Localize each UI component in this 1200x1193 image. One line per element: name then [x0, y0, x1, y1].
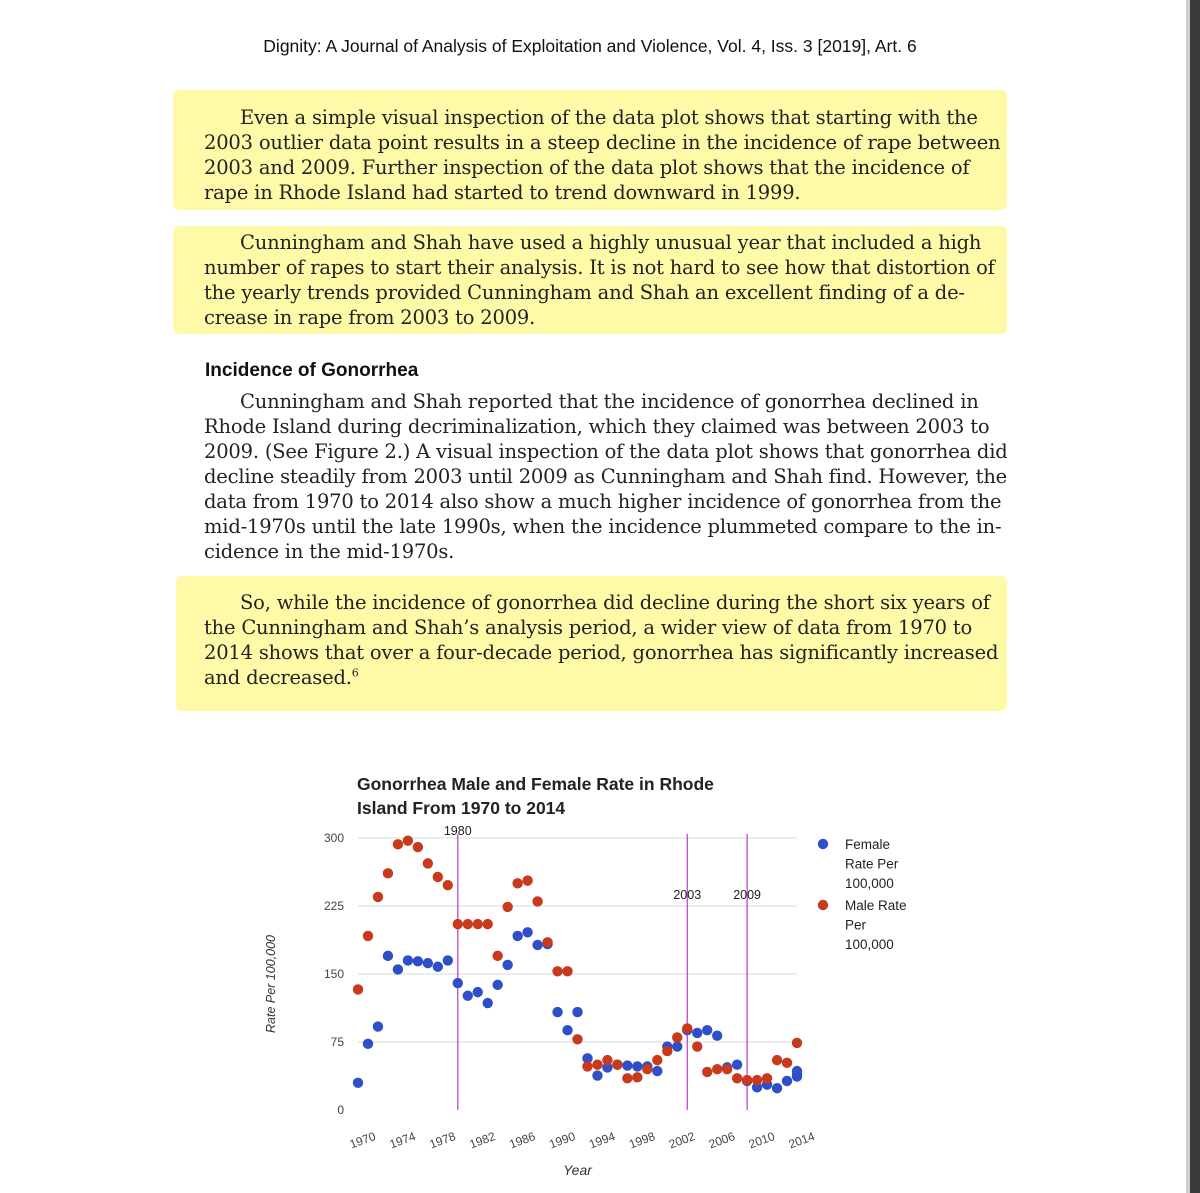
x-tick-label: 1978: [427, 1129, 458, 1152]
x-tick-label: 1982: [467, 1129, 498, 1152]
male-data-point: [752, 1075, 762, 1085]
chart-title: Island From 1970 to 2014: [357, 798, 566, 818]
x-tick-label: 2002: [666, 1129, 697, 1152]
male-data-point: [732, 1073, 742, 1083]
male-data-point: [353, 984, 363, 994]
gonorrhea-scatter-chart: [245, 760, 945, 1190]
paragraph-4-line: 2014 shows that over a four-decade period, gonorrhea has significantly increased: [204, 641, 999, 664]
female-data-point: [492, 980, 502, 990]
female-data-point: [433, 962, 443, 972]
female-data-point: [592, 1070, 602, 1080]
x-tick-label: 2006: [706, 1129, 737, 1152]
legend-female-marker: [818, 839, 828, 849]
male-data-point: [782, 1058, 792, 1068]
male-data-point: [393, 839, 403, 849]
paragraph-3: [204, 389, 1008, 564]
male-data-point: [662, 1046, 672, 1056]
x-tick-label: 1990: [547, 1129, 578, 1152]
male-data-point: [682, 1023, 692, 1033]
legend-label: 100,000: [845, 876, 894, 891]
female-data-point: [403, 955, 413, 965]
male-data-point: [572, 1034, 582, 1044]
paragraph-3-line: 2009. (See Figure 2.) A visual inspection of the data plot shows that gonorrhea did: [204, 440, 1008, 463]
legend-label: Rate Per: [845, 856, 899, 872]
female-data-point: [622, 1060, 632, 1070]
y-tick-label: 300: [323, 831, 344, 845]
male-data-point: [652, 1055, 662, 1065]
paragraph-4-line: and decreased.$^6$: [204, 666, 359, 689]
male-data-point: [772, 1055, 782, 1065]
female-data-point: [652, 1066, 662, 1076]
male-data-point: [492, 951, 502, 961]
female-data-point: [443, 955, 453, 965]
paragraph-2-line: number of rapes to start their analysis. It is not hard to see how that distortion of: [204, 256, 995, 279]
male-data-point: [592, 1059, 602, 1069]
legend-male-marker: [818, 900, 828, 910]
legend-label: Female: [845, 837, 891, 852]
paragraph-3-line: mid-1970s until the late 1990s, when the incidence plummeted compare to the in-: [204, 515, 1002, 538]
paragraph-2-line: Cunningham and Shah have used a highly unusual year that included a high: [240, 231, 982, 254]
male-data-point: [722, 1064, 732, 1074]
female-data-point: [522, 927, 532, 937]
male-data-point: [642, 1064, 652, 1074]
chart-title: Gonorrhea Male and Female Rate in Rhode: [357, 774, 714, 794]
male-data-point: [463, 919, 473, 929]
male-data-point: [373, 892, 383, 902]
male-data-point: [692, 1041, 702, 1051]
paragraph-3-line: Cunningham and Shah reported that the incidence of gonorrhea declined in: [240, 390, 979, 413]
female-data-point: [463, 991, 473, 1001]
reference-line-label: 2009: [733, 888, 762, 902]
female-data-point: [373, 1021, 383, 1031]
y-tick-label: 225: [323, 899, 344, 913]
x-tick-label: 1974: [387, 1129, 418, 1152]
male-data-point: [792, 1038, 802, 1048]
female-data-point: [512, 931, 522, 941]
y-tick-label: 150: [323, 967, 344, 981]
male-data-point: [383, 868, 393, 878]
female-data-point: [712, 1030, 722, 1040]
female-data-point: [692, 1028, 702, 1038]
male-data-point: [602, 1055, 612, 1065]
x-tick-label: 2010: [746, 1129, 777, 1152]
male-data-point: [453, 919, 463, 929]
male-data-point: [423, 858, 433, 868]
y-tick-label: 75: [330, 1035, 344, 1049]
section-heading: Incidence of Gonorrhea: [205, 360, 419, 381]
paragraph-1-line: 2003 outlier data point results in a steep decline in the incidence of rape between: [204, 131, 1001, 154]
female-data-point: [792, 1069, 802, 1079]
paragraph-3-line: data from 1970 to 2014 also show a much higher incidence of gonorrhea from the: [204, 490, 1002, 513]
male-data-point: [433, 872, 443, 882]
male-data-point: [473, 919, 483, 929]
male-data-point: [672, 1032, 682, 1042]
female-data-point: [702, 1025, 712, 1035]
female-data-point: [363, 1039, 373, 1049]
reference-line-label: 1980: [443, 824, 472, 838]
paragraph-3-line: cidence in the mid-1970s.: [204, 540, 455, 563]
paragraph-4: [204, 590, 999, 690]
female-data-point: [413, 956, 423, 966]
male-data-point: [542, 937, 552, 947]
female-data-point: [782, 1076, 792, 1086]
female-data-point: [353, 1078, 363, 1088]
paragraph-4-line: the Cunningham and Shah’s analysis period, a wider view of data from 1970 to: [204, 616, 973, 639]
female-data-point: [732, 1059, 742, 1069]
male-data-point: [552, 966, 562, 976]
male-data-point: [443, 880, 453, 890]
female-data-point: [502, 960, 512, 970]
paragraph-1-line: 2003 and 2009. Further inspection of the data plot shows that the incidence of: [204, 156, 970, 179]
x-tick-label: 2014: [786, 1129, 817, 1152]
paragraph-3-line: Rhode Island during decriminalization, which they claimed was between 2003 to: [204, 415, 990, 438]
running-head: Dignity: A Journal of Analysis of Exploitation and Violence, Vol. 4, Iss. 3 [2019], Art. 6: [263, 36, 917, 56]
male-data-point: [532, 896, 542, 906]
paragraph-4-line: So, while the incidence of gonorrhea did decline during the short six years of: [240, 591, 990, 614]
female-data-point: [562, 1025, 572, 1035]
male-data-point: [483, 919, 493, 929]
female-data-point: [393, 964, 403, 974]
male-data-point: [512, 878, 522, 888]
viewer-scrollbar-edge[interactable]: [1186, 0, 1200, 1193]
female-data-point: [772, 1083, 782, 1093]
male-data-point: [582, 1061, 592, 1071]
female-data-point: [532, 940, 542, 950]
legend-label: 100,000: [845, 937, 894, 952]
paragraph-1-line: Even a simple visual inspection of the data plot shows that starting with the: [240, 106, 978, 129]
paragraph-2-line: crease in rape from 2003 to 2009.: [204, 306, 536, 329]
male-data-point: [562, 966, 572, 976]
footnote-marker[interactable]: 6: [351, 666, 359, 680]
legend-label: Male Rate: [845, 898, 907, 913]
female-data-point: [632, 1061, 642, 1071]
paragraph-1-line: rape in Rhode Island had started to trend downward in 1999.: [204, 181, 801, 204]
male-data-point: [612, 1059, 622, 1069]
male-data-point: [522, 875, 532, 885]
x-axis-label: Year: [563, 1162, 592, 1178]
male-data-point: [502, 902, 512, 912]
x-tick-label: 1994: [587, 1129, 618, 1152]
male-data-point: [702, 1067, 712, 1077]
y-tick-label: 0: [337, 1103, 344, 1117]
female-data-point: [453, 978, 463, 988]
paragraph-2: [204, 230, 995, 330]
reference-line-label: 2003: [673, 888, 702, 902]
male-data-point: [712, 1064, 722, 1074]
x-tick-label: 1986: [507, 1129, 538, 1152]
male-data-point: [632, 1072, 642, 1082]
y-axis-label: Rate Per 100,000: [264, 935, 278, 1033]
male-data-point: [363, 931, 373, 941]
female-data-point: [423, 958, 433, 968]
male-data-point: [622, 1073, 632, 1083]
male-data-point: [742, 1075, 752, 1085]
legend-label: Per: [845, 917, 867, 933]
female-data-point: [483, 998, 493, 1008]
paragraph-1: [204, 105, 1001, 205]
paragraph-3-line: decline steadily from 2003 until 2009 as Cunningham and Shah find. However, the: [204, 465, 1008, 488]
x-tick-label: 1970: [347, 1129, 378, 1152]
female-data-point: [383, 951, 393, 961]
male-data-point: [413, 842, 423, 852]
male-data-point: [403, 836, 413, 846]
paragraph-2-line: the yearly trends provided Cunningham and Shah an excellent finding of a de-: [204, 281, 965, 304]
female-data-point: [672, 1041, 682, 1051]
female-data-point: [572, 1007, 582, 1017]
male-data-point: [762, 1073, 772, 1083]
female-data-point: [552, 1007, 562, 1017]
female-data-point: [473, 987, 483, 997]
x-tick-label: 1998: [627, 1129, 657, 1152]
